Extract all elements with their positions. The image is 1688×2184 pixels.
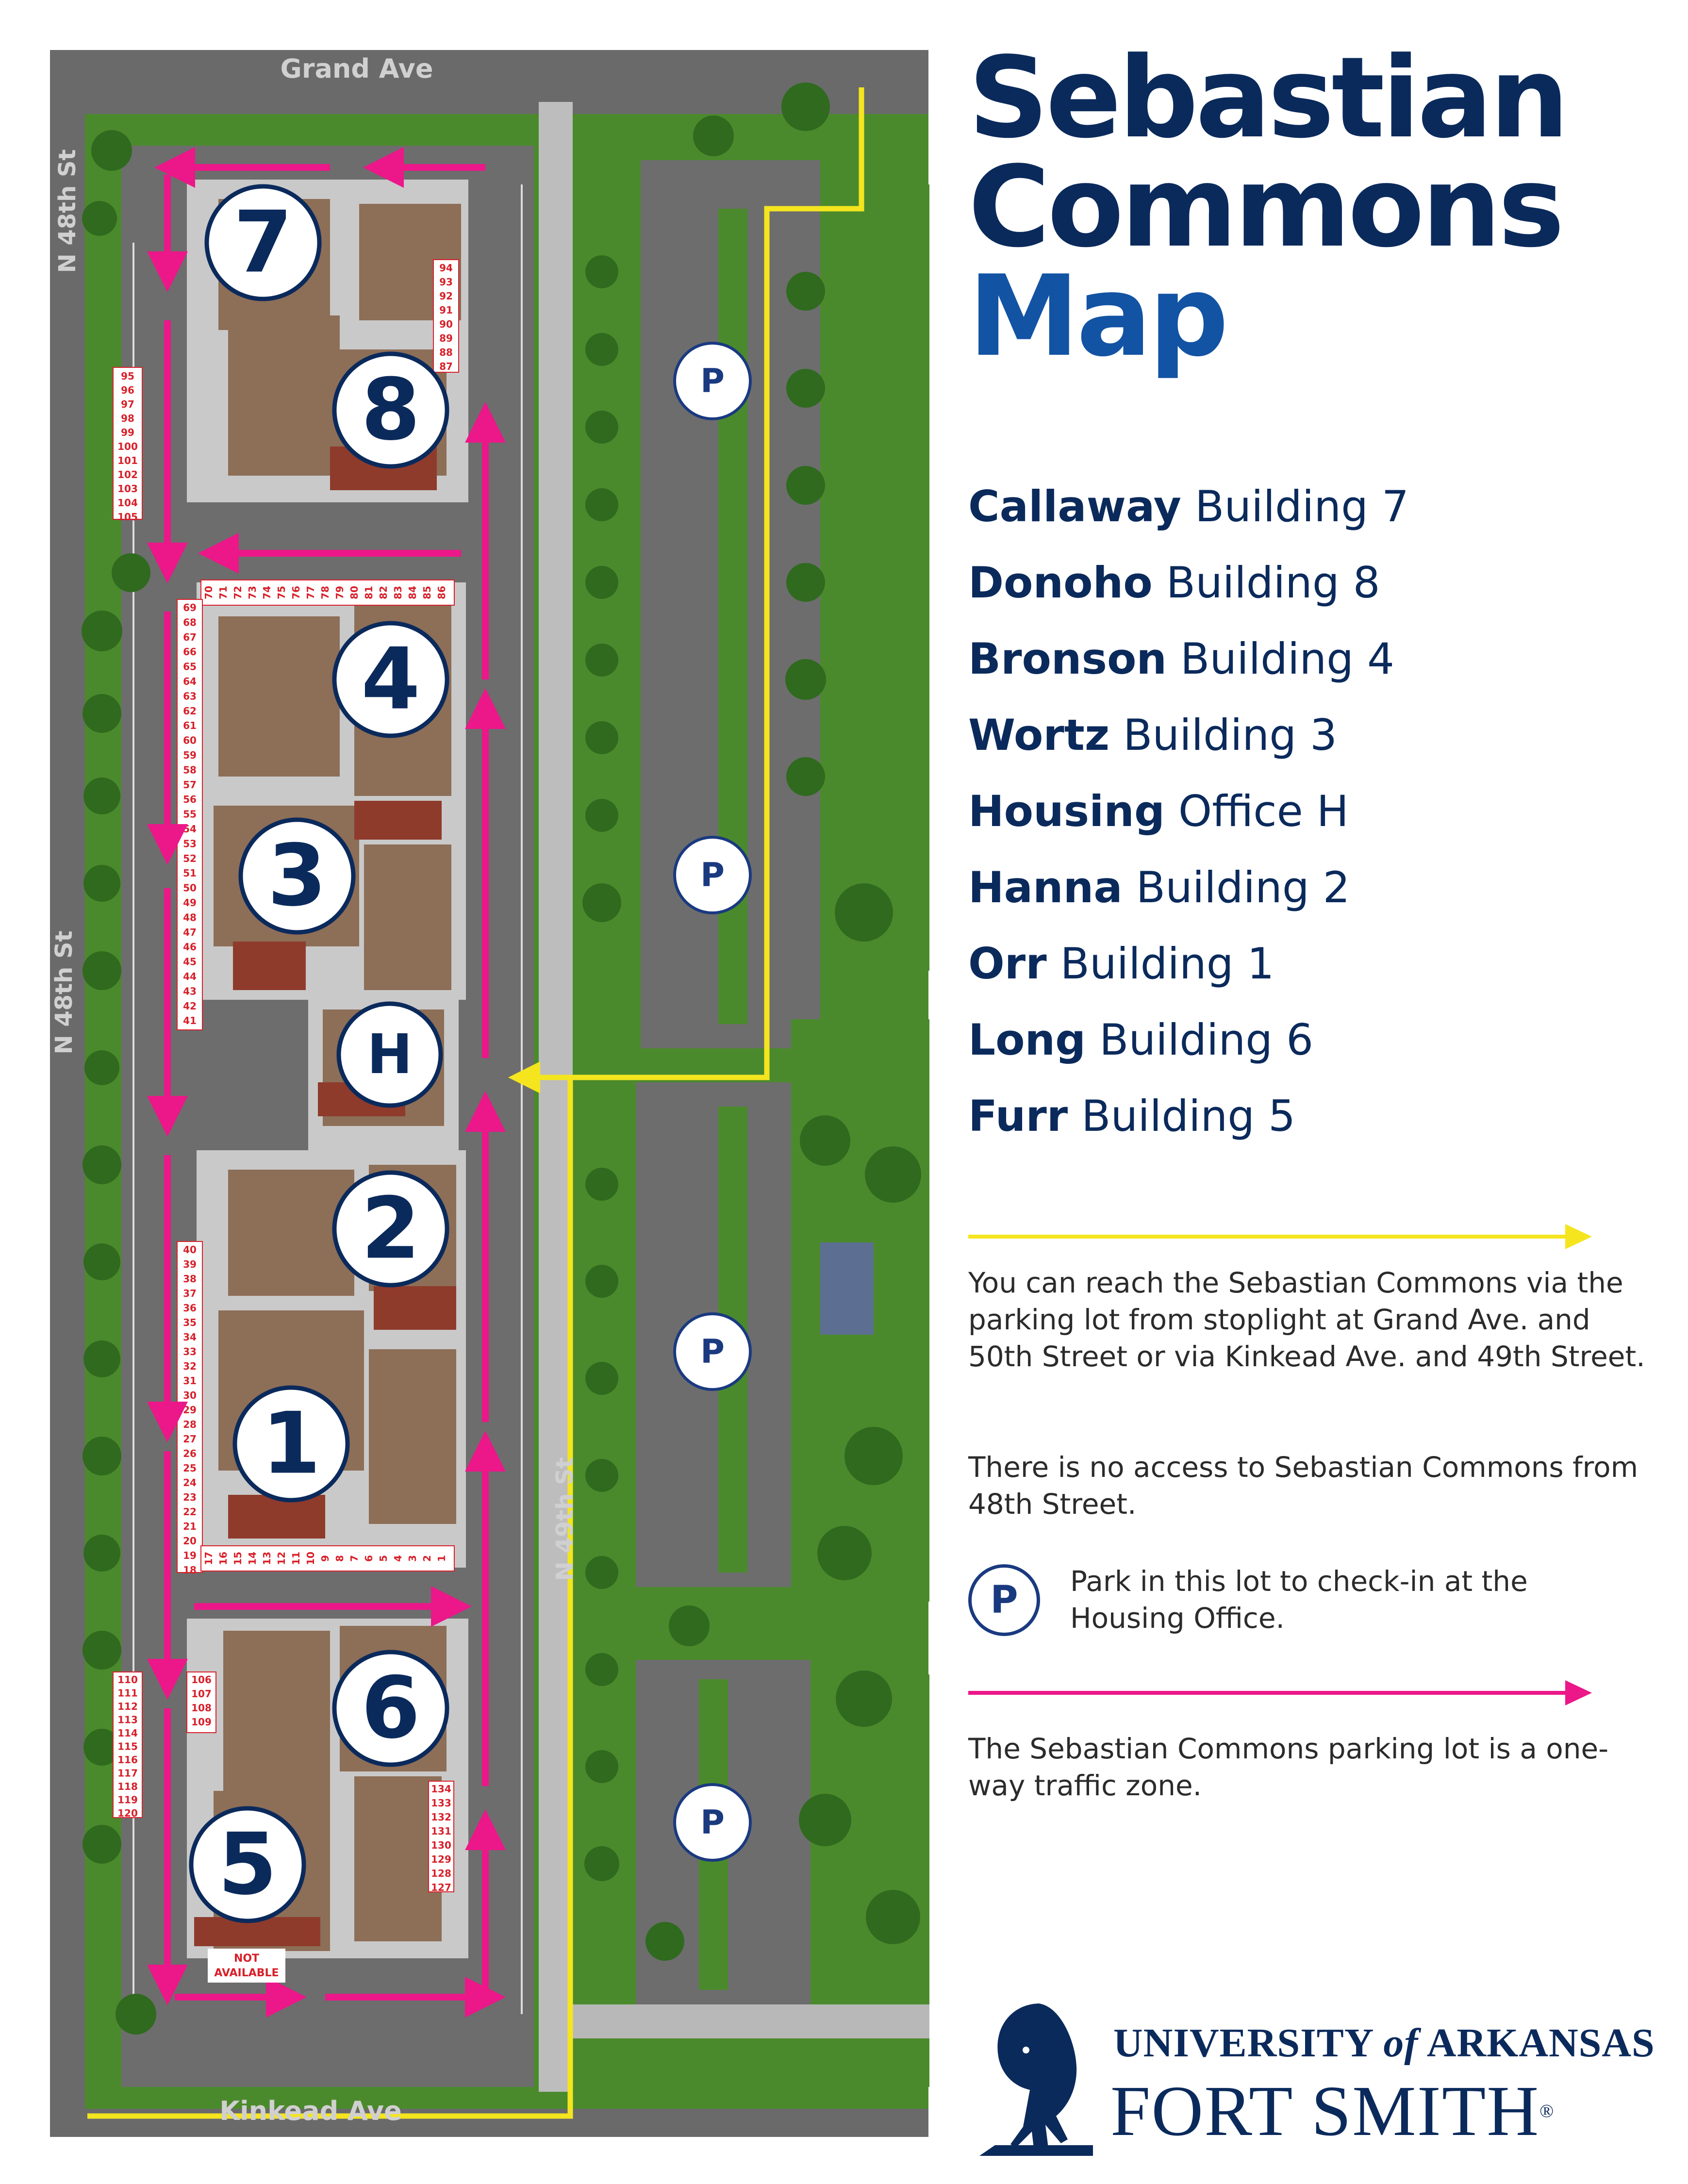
stall-number: 127 bbox=[431, 1882, 451, 1893]
building-1-number: 1 bbox=[262, 1394, 321, 1493]
stall-number: 31 bbox=[183, 1375, 197, 1387]
stall-number: 13 bbox=[261, 1552, 273, 1565]
stall-number: 105 bbox=[117, 511, 138, 523]
legend-item bbox=[968, 697, 1409, 773]
access-note: You can reach the Sebastian Commons via the parking lot from stoplight at Grand Ave. and 50th Street or via Kinkead Ave. and 49th Street. bbox=[968, 1266, 1645, 1373]
legend-item-name: Wortz bbox=[968, 710, 1110, 760]
stall-number: 95 bbox=[121, 370, 134, 382]
title-line-2: Commons bbox=[968, 143, 1562, 272]
stall-number: 36 bbox=[183, 1302, 197, 1314]
stall-number: 35 bbox=[183, 1317, 197, 1328]
stall-number: 4 bbox=[392, 1555, 404, 1562]
stall-number: 71 bbox=[217, 586, 229, 599]
stall-number: 99 bbox=[121, 427, 134, 438]
legend-item-label: Building 8 bbox=[1166, 558, 1380, 608]
stall-number: 111 bbox=[117, 1687, 138, 1699]
legend-item-label: Office H bbox=[1178, 786, 1349, 836]
stall-number: 37 bbox=[183, 1288, 197, 1299]
stall-number: 109 bbox=[191, 1716, 212, 1728]
grass-strip-west bbox=[87, 141, 116, 2082]
stall-number: 17 bbox=[203, 1552, 215, 1565]
building-4-marker bbox=[334, 623, 447, 736]
stall-number: 30 bbox=[183, 1390, 197, 1401]
stall-number: 2 bbox=[421, 1555, 433, 1562]
stall-number: 22 bbox=[183, 1506, 197, 1518]
stall-number: 86 bbox=[436, 586, 447, 599]
stall-number: 9 bbox=[319, 1555, 331, 1562]
stall-number: 80 bbox=[348, 586, 360, 599]
parking-note: Park in this lot to check-in at the Housing Office. bbox=[1070, 1565, 1528, 1635]
stall-number: 61 bbox=[183, 720, 197, 732]
stall-number: 23 bbox=[183, 1491, 197, 1503]
stall-number: 19 bbox=[183, 1550, 197, 1561]
stall-number: 28 bbox=[183, 1419, 197, 1430]
legend-item-name: Bronson bbox=[968, 634, 1167, 684]
stall-number: 119 bbox=[117, 1794, 138, 1806]
stall-number: 12 bbox=[276, 1552, 287, 1565]
parking-marker-3 bbox=[675, 1314, 750, 1390]
stall-number: 112 bbox=[117, 1701, 138, 1712]
legend-item bbox=[968, 1002, 1409, 1078]
legend-item-name: Hanna bbox=[968, 862, 1123, 912]
stall-number: 60 bbox=[183, 734, 197, 746]
parking-marker-3-label: P bbox=[700, 1332, 725, 1371]
legend-item bbox=[968, 849, 1409, 926]
stall-number: 42 bbox=[183, 1000, 197, 1012]
logo-university-word: UNIVERSITY bbox=[1113, 2020, 1384, 2066]
legend-item-name: Long bbox=[968, 1015, 1086, 1065]
stall-number: 63 bbox=[183, 690, 197, 702]
parking-marker-4 bbox=[675, 1785, 750, 1860]
stall-number: 81 bbox=[363, 586, 375, 599]
stall-number: 130 bbox=[431, 1839, 451, 1851]
stall-number: 24 bbox=[183, 1477, 197, 1489]
east-road-bottom bbox=[573, 2004, 929, 2038]
stall-number: 26 bbox=[183, 1448, 197, 1459]
stall-number: 10 bbox=[305, 1552, 316, 1565]
stall-number: 94 bbox=[439, 262, 453, 274]
stall-number: 27 bbox=[183, 1433, 197, 1445]
stall-number: 73 bbox=[247, 586, 258, 599]
university-logo bbox=[966, 2000, 1655, 2160]
stall-number: 72 bbox=[232, 586, 244, 599]
housing-office-marker bbox=[339, 1004, 441, 1106]
stall-number: 41 bbox=[183, 1015, 197, 1027]
stall-number: 53 bbox=[183, 838, 197, 850]
stall-number: 69 bbox=[183, 602, 197, 613]
stall-number: 49 bbox=[183, 897, 197, 909]
logo-fort-smith-words: FORT SMITH bbox=[1110, 2071, 1540, 2151]
legend-item bbox=[968, 926, 1409, 1002]
stall-number: 58 bbox=[183, 764, 197, 776]
stall-number: 68 bbox=[183, 616, 197, 629]
building-4-number: 4 bbox=[361, 630, 420, 729]
legend-item-name: Housing bbox=[968, 786, 1165, 836]
stall-number: 85 bbox=[421, 586, 433, 599]
stall-number: 1 bbox=[436, 1555, 447, 1562]
legend-item-label: Building 3 bbox=[1123, 710, 1338, 760]
stall-number: 115 bbox=[117, 1740, 138, 1753]
building-1-marker bbox=[235, 1388, 348, 1500]
building-5-number: 5 bbox=[218, 1815, 277, 1914]
logo-university-text bbox=[1113, 2019, 1655, 2068]
stall-number: 110 bbox=[117, 1674, 138, 1686]
stall-number: 79 bbox=[334, 586, 346, 599]
stall-number: 54 bbox=[183, 823, 197, 835]
stall-number: 93 bbox=[439, 276, 453, 288]
stall-number: 118 bbox=[117, 1781, 138, 1792]
stall-number: 39 bbox=[183, 1258, 197, 1270]
stall-number: 83 bbox=[392, 586, 404, 599]
stall-number: 32 bbox=[183, 1360, 197, 1372]
stall-number: 47 bbox=[183, 926, 197, 938]
one-way-note: The Sebastian Commons parking lot is a one-way traffic zone. bbox=[968, 1732, 1609, 1802]
stall-number: 14 bbox=[247, 1552, 258, 1565]
stall-number: 11 bbox=[290, 1552, 302, 1565]
legend-item-label: Building 2 bbox=[1136, 862, 1350, 912]
stall-number: 20 bbox=[183, 1535, 197, 1547]
stall-number: 88 bbox=[439, 347, 453, 358]
stall-number: 64 bbox=[183, 676, 197, 687]
stall-number: 8 bbox=[334, 1555, 346, 1562]
stall-number: 100 bbox=[117, 441, 138, 452]
logo-fort-smith-text bbox=[1110, 2072, 1555, 2150]
stall-number: 78 bbox=[319, 586, 331, 599]
stall-number: 6 bbox=[363, 1555, 375, 1562]
housing-office-letter: H bbox=[367, 1023, 413, 1086]
stall-number: 102 bbox=[117, 469, 138, 480]
building-5-marker bbox=[191, 1808, 304, 1921]
stall-number: 57 bbox=[183, 778, 197, 791]
stall-number: 51 bbox=[183, 867, 197, 879]
legend-item-label: Building 5 bbox=[1081, 1091, 1296, 1141]
stall-number: 74 bbox=[261, 586, 273, 599]
stall-number: 62 bbox=[183, 705, 197, 717]
parking-marker-1-label: P bbox=[700, 362, 725, 400]
stall-number: 56 bbox=[183, 794, 197, 806]
page-title bbox=[968, 33, 1567, 381]
stall-number: 7 bbox=[348, 1555, 360, 1562]
stall-number: 29 bbox=[183, 1404, 197, 1416]
parking-key-icon: P bbox=[968, 1564, 1040, 1636]
legend-item-name: Donoho bbox=[968, 558, 1153, 608]
stall-number: 134 bbox=[431, 1783, 451, 1795]
legend-item-label: Building 6 bbox=[1099, 1015, 1314, 1065]
legend-item bbox=[968, 621, 1409, 697]
parking-marker-2 bbox=[675, 837, 750, 913]
stall-number: 77 bbox=[305, 586, 316, 599]
street-n49: N 49th St bbox=[551, 1457, 579, 1581]
parking-marker-1 bbox=[675, 343, 750, 419]
stall-number: 103 bbox=[117, 483, 138, 495]
building-3-number: 3 bbox=[267, 827, 327, 926]
stall-number: 48 bbox=[183, 911, 197, 924]
stall-number: 92 bbox=[439, 290, 453, 302]
stall-number: 97 bbox=[121, 398, 134, 410]
stall-number: 55 bbox=[183, 808, 197, 820]
stall-number: 120 bbox=[117, 1807, 138, 1819]
logo-arkansas-word: ARKANSAS bbox=[1418, 2020, 1655, 2066]
stall-number: 76 bbox=[290, 586, 302, 599]
legend-item-label: Building 4 bbox=[1180, 634, 1394, 684]
stall-number: 133 bbox=[431, 1797, 451, 1809]
stall-number: 89 bbox=[439, 332, 453, 344]
no-access-note: There is no access to Sebastian Commons from 48th Street. bbox=[968, 1451, 1638, 1521]
stall-number: 15 bbox=[232, 1552, 244, 1565]
stall-number: 50 bbox=[183, 882, 197, 894]
street-n48-top: N 48th St bbox=[54, 149, 81, 273]
stall-number: 44 bbox=[183, 971, 197, 982]
registered-mark: ® bbox=[1539, 2101, 1555, 2121]
stall-number: 70 bbox=[203, 586, 215, 599]
entrance-route-key-arrow-icon bbox=[968, 1235, 1568, 1239]
building-8-number: 8 bbox=[361, 361, 420, 460]
legend-item bbox=[968, 1078, 1409, 1154]
stall-number: 106 bbox=[191, 1674, 212, 1686]
stall-number: 107 bbox=[191, 1688, 212, 1700]
legend-item bbox=[968, 773, 1409, 849]
stall-number: 16 bbox=[217, 1552, 229, 1565]
stall-number: 104 bbox=[117, 497, 138, 509]
stall-number: 40 bbox=[183, 1244, 197, 1256]
stall-number: 116 bbox=[117, 1754, 138, 1766]
stall-number: 38 bbox=[183, 1273, 197, 1285]
stall-number: 3 bbox=[407, 1555, 418, 1562]
stall-number: 43 bbox=[183, 985, 197, 997]
legend-item-name: Callaway bbox=[968, 481, 1182, 531]
stall-number: 90 bbox=[439, 318, 453, 330]
logo-of-word: of bbox=[1383, 2020, 1419, 2066]
not-available-line1: NOT bbox=[233, 1952, 260, 1965]
building-2-marker bbox=[334, 1173, 447, 1285]
stall-number: 96 bbox=[121, 384, 134, 396]
parking-marker-4-label: P bbox=[700, 1803, 725, 1842]
legend-item-name: Furr bbox=[968, 1091, 1068, 1141]
legend-item bbox=[968, 468, 1409, 545]
stall-number: 46 bbox=[183, 941, 197, 953]
stall-number: 65 bbox=[183, 661, 197, 673]
street-grand-ave: Grand Ave bbox=[280, 53, 433, 84]
stall-number: 33 bbox=[183, 1346, 197, 1357]
stall-number: 5 bbox=[378, 1555, 389, 1562]
stall-number: 21 bbox=[183, 1521, 197, 1532]
stall-number: 25 bbox=[183, 1462, 197, 1474]
stall-number: 67 bbox=[183, 631, 197, 643]
street-n48-mid: N 48th St bbox=[50, 930, 78, 1055]
lion-icon bbox=[966, 2000, 1107, 2160]
stall-number: 114 bbox=[117, 1727, 138, 1739]
not-available-line2: AVAILABLE bbox=[214, 1967, 279, 1979]
building-7-number: 7 bbox=[233, 193, 293, 292]
building-legend bbox=[968, 468, 1409, 1154]
building-8-marker bbox=[334, 354, 447, 466]
title-line-3: Map bbox=[968, 252, 1226, 381]
stall-number: 45 bbox=[183, 956, 197, 968]
chapel-roof bbox=[820, 1242, 874, 1335]
building-3-marker bbox=[241, 820, 353, 932]
stall-number: 117 bbox=[117, 1767, 138, 1779]
legend-item-label: Building 7 bbox=[1195, 481, 1409, 531]
stall-number: 18 bbox=[183, 1564, 197, 1576]
stall-number: 98 bbox=[121, 413, 134, 424]
legend-item-label: Building 1 bbox=[1060, 939, 1274, 989]
building-2-number: 2 bbox=[361, 1179, 420, 1278]
stall-number: 84 bbox=[407, 586, 418, 599]
stall-number: 59 bbox=[183, 749, 197, 761]
title-line-1: Sebastian bbox=[968, 33, 1567, 163]
parking-marker-2-label: P bbox=[700, 856, 725, 894]
building-6-number: 6 bbox=[361, 1659, 420, 1758]
stall-number: 87 bbox=[439, 361, 453, 372]
stall-number: 66 bbox=[183, 646, 197, 658]
building-6-marker bbox=[334, 1652, 447, 1765]
legend-item-name: Orr bbox=[968, 939, 1047, 989]
stall-number: 113 bbox=[117, 1714, 138, 1726]
building-7-marker bbox=[207, 186, 319, 299]
one-way-key-arrow-icon bbox=[968, 1691, 1568, 1695]
stall-number: 101 bbox=[117, 455, 138, 466]
stall-number: 108 bbox=[191, 1702, 212, 1714]
legend-item bbox=[968, 545, 1409, 621]
stall-number: 91 bbox=[439, 304, 453, 316]
stall-number: 75 bbox=[276, 586, 287, 599]
stall-number: 128 bbox=[431, 1868, 451, 1879]
street-kinkead-ave: Kinkead Ave bbox=[219, 2096, 402, 2126]
stall-number: 132 bbox=[431, 1811, 451, 1823]
stall-number: 131 bbox=[431, 1825, 451, 1837]
stall-number: 34 bbox=[183, 1331, 197, 1343]
stall-number: 129 bbox=[431, 1853, 451, 1865]
stall-number: 82 bbox=[378, 586, 389, 599]
stall-number: 52 bbox=[183, 852, 197, 864]
